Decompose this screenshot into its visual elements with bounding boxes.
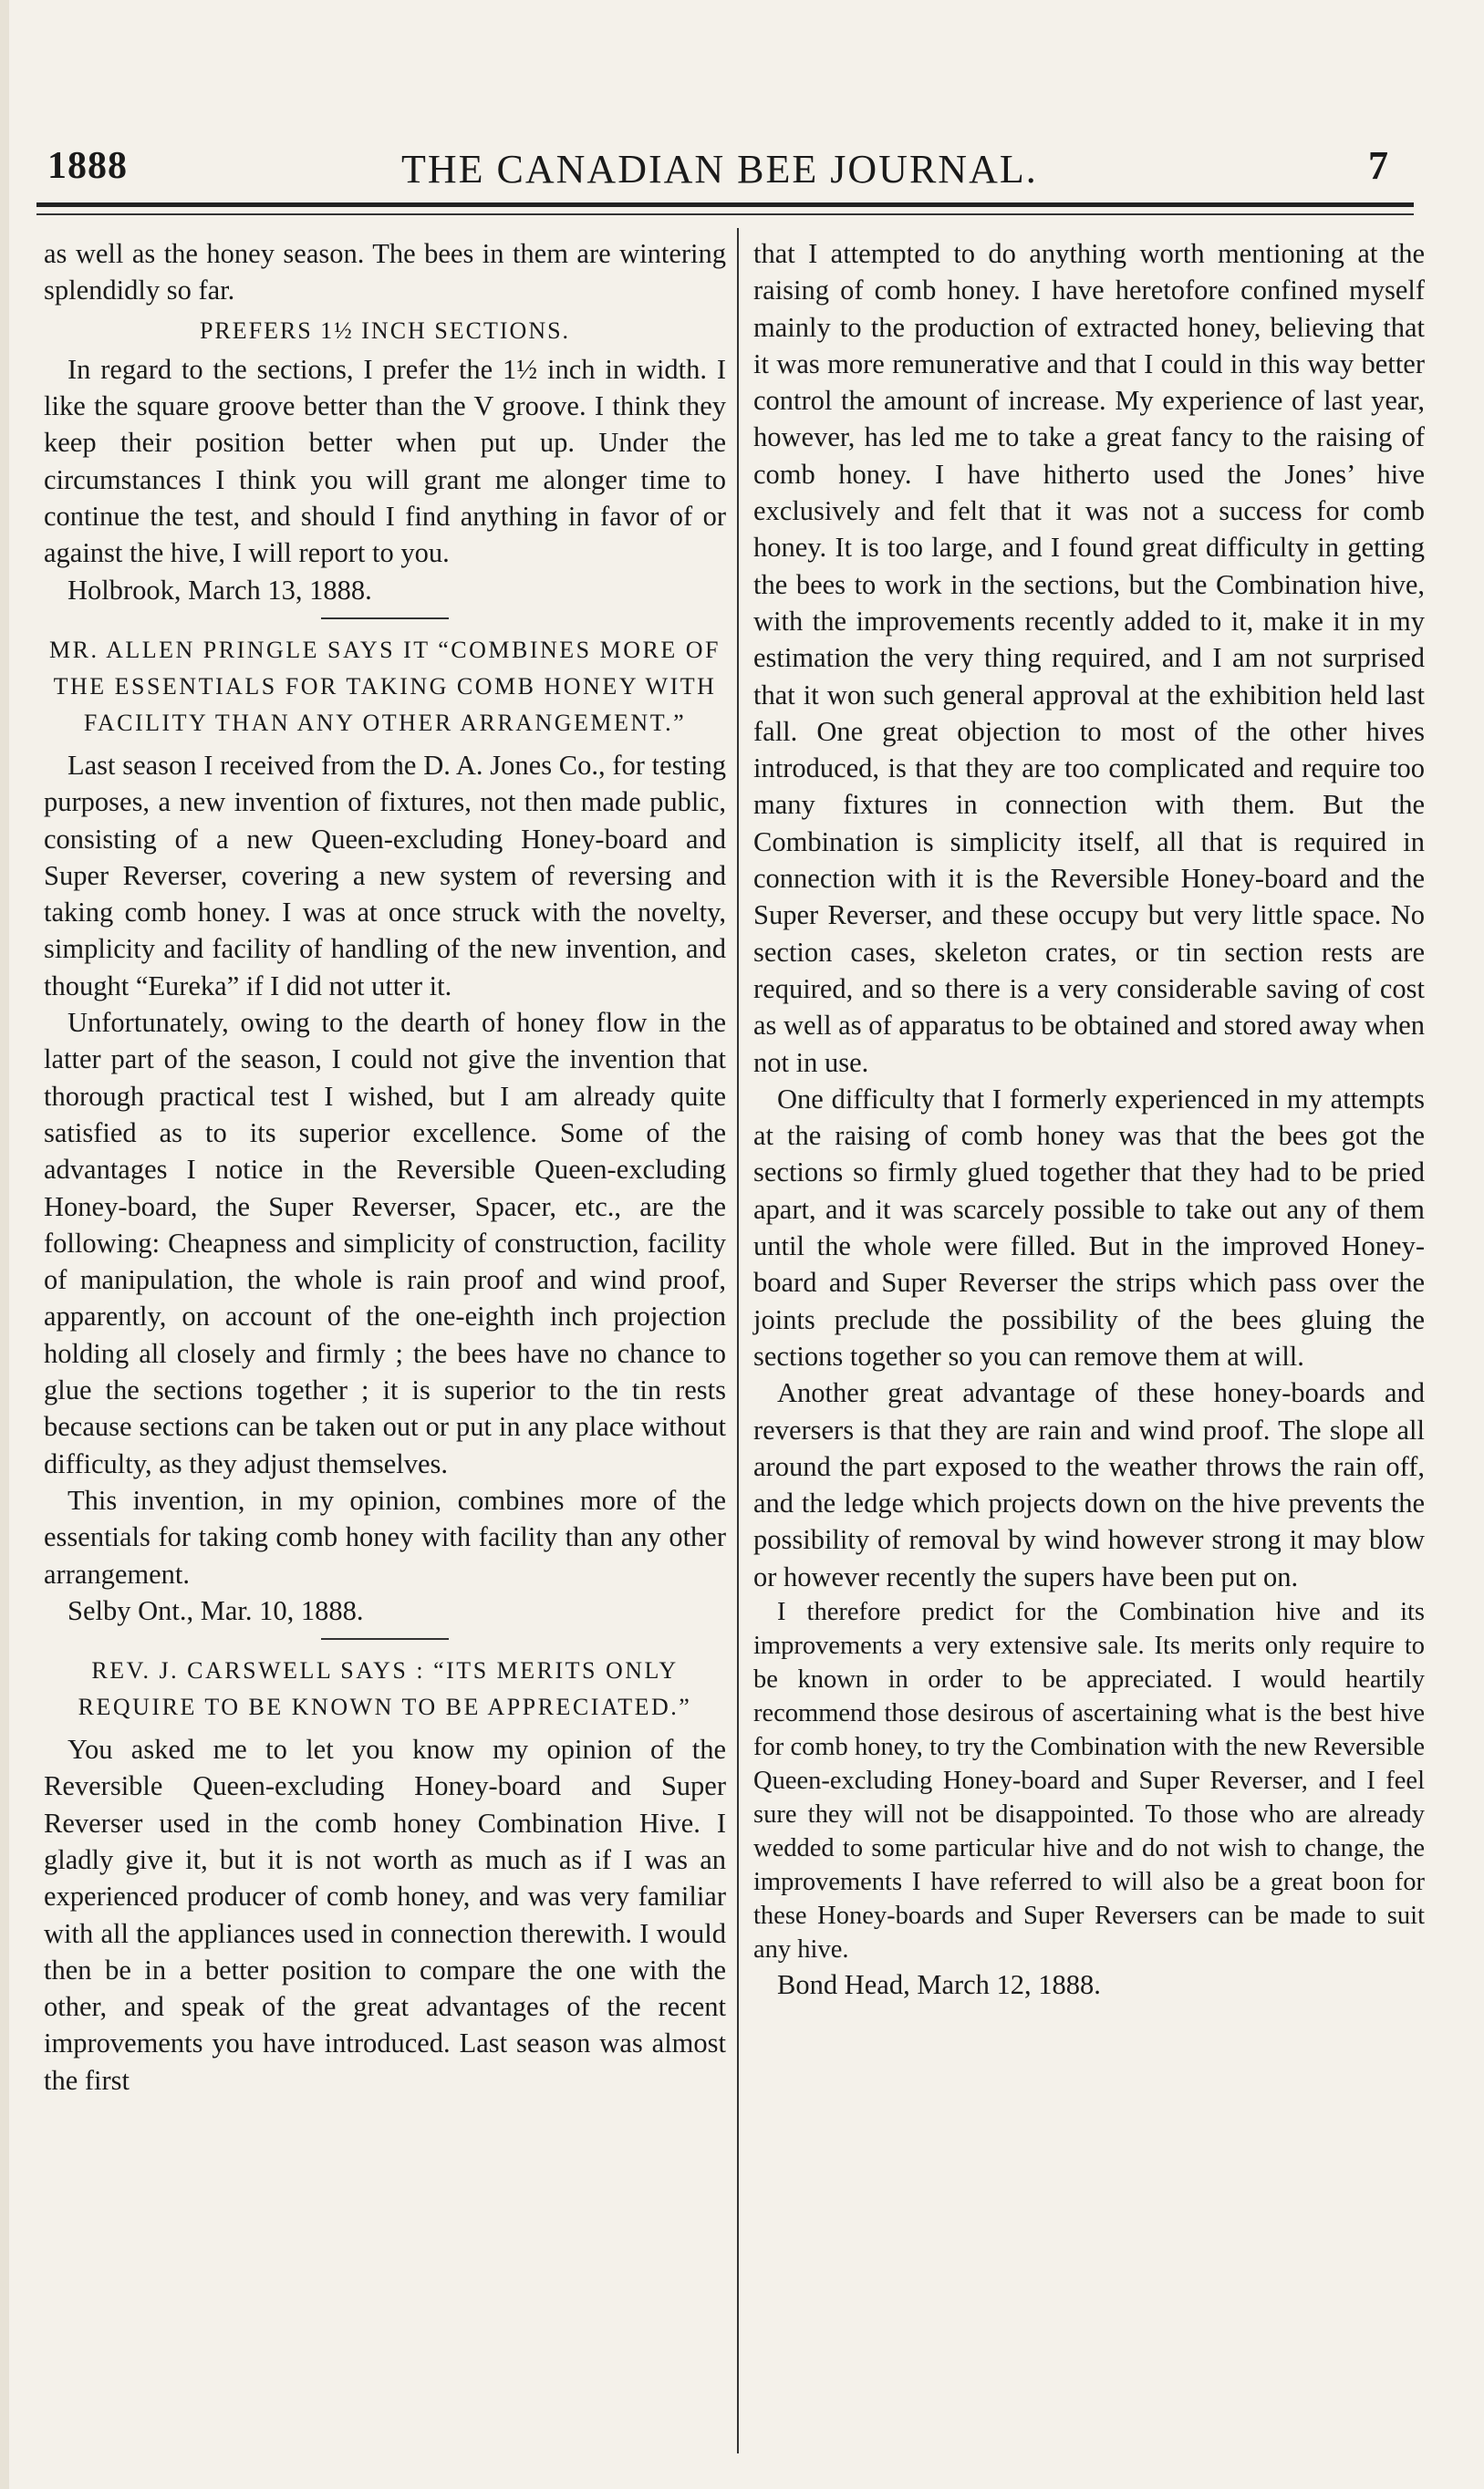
section-separator	[321, 617, 449, 619]
header-rule-thick	[36, 202, 1414, 207]
page-number: 7	[1368, 143, 1388, 188]
left-column	[44, 235, 726, 2099]
page-edge-shadow	[0, 0, 9, 2489]
paragraph: I therefore predict for the Combination hive and its improvements a very extensive sale. Its merits only require to be known in order to be appreciated. I would heartily recommend those desirous of ascertaining what is the best hive for comb honey, to try the Combination with the new Reversible Queen-excluding Honey-board and Super Reverser, and I feel sure they will not be disappointed. To those who are already wedded to some particular hive and do not wish to change, the improvements I have referred to will also be a great boon for these Honey-boards and Super Reversers can be made to suit any hive.	[753, 1597, 1425, 1964]
paragraph: Unfortunately, owing to the dearth of honey flow in the latter part of the season, I could not give the invention that thorough practical test I wished, but I am already quite satisfied as to its superior excellence. Some of the advantages I notice in the Reversible Queen-excluding Honey-board, the Super Reverser, Spacer, etc., are the following: Cheapness and simplicity of construction, facility of manipulation, the whole is rain proof and wind proof, apparently, on account of the one-eighth inch projection holding all closely and firmly ; the bees have no chance to glue the sections together ; it is superior to the tin rests because sections can be taken out or put in any place without difficulty, as they adjust themselves.	[44, 1007, 726, 1479]
header-rule-thin	[36, 213, 1414, 215]
right-column	[753, 235, 1425, 2010]
header-year: 1888	[47, 145, 128, 187]
section-separator	[321, 1638, 449, 1640]
column-divider	[737, 228, 739, 2453]
section-heading: MR. ALLEN PRINGLE SAYS IT “COMBINES MORE OF THE ESSENTIALS FOR TAKING COMB HONEY WITH FACILITY THAN ANY OTHER ARRANGEMENT.”	[49, 636, 721, 736]
paragraph: You asked me to let you know my opinion of the Reversible Queen-excluding Honey-board and Super Reverser used in the comb honey Combination Hive. I gladly give it, but it is not worth as much as if I was an experienced producer of comb honey, and was very familiar with all the appliances used in connection therewith. I would then be in a better position to compare the one with the other, and speak of the great advantages of the recent improvements you have introduced. Last season was almost the first	[44, 1734, 726, 2096]
paragraph: as well as the honey season. The bees in them are wintering splendidly so far.	[44, 238, 726, 306]
dateline: Holbrook, March 13, 1888.	[67, 574, 372, 606]
paragraph: that I attempted to do anything worth mentioning at the raising of comb honey. I have heretofore confined myself mainly to the production of extracted honey, believing that it was more remunerative and that I could in this way better control the amount of increase. My experience of last year, however, has led me to take a great fancy to the raising of comb honey. I have hitherto used the Jones’ hive exclusively and felt that it was not a success for comb honey. It is too large, and I found great difficulty in getting the bees to work in the sections, but the Combination hive, with the improvements recently added to it, make it in my estimation the very thing required, and I am not surprised that it won such general approval at the exhibition held last fall. One great objection to most of the other hives introduced, is that they are too complicated and require too many fixtures in connection with them. But the Combination is simplicity itself, all that is required in connection with it is the Reversible Honey-board and the Super Reverser, and these occupy but very little space. No section cases, skeleton crates, or tin section rests are required, and so there is a very considerable saving of cost as well as of apparatus to be obtained and stored away when not in use.	[753, 238, 1425, 1078]
paragraph: In regard to the sections, I prefer the 1½ inch in width. I like the square groove better than the V groove. I think they keep their position better when put up. Under the circumstances I think you will grant me alonger time to continue the test, and should I find anything in favor of or against the hive, I will report to you.	[44, 353, 726, 569]
paragraph: Another great advantage of these honey-boards and reversers is that they are rain and wind proof. The slope all around the part exposed to the weather throws the rain off, and the ledge which projects down on the hive prevents the possibility of removal by wind however strong it may blow or however recently the supers have been put on.	[753, 1377, 1425, 1592]
journal-title: THE CANADIAN BEE JOURNAL.	[401, 147, 1038, 192]
dateline: Bond Head, March 12, 1888.	[777, 1968, 1101, 2000]
page-header	[36, 137, 1405, 201]
paragraph: This invention, in my opinion, combines more of the essentials for taking comb honey with facility than any other arrangement.	[44, 1484, 726, 1590]
paragraph: One difficulty that I formerly experienced in my attempts at the raising of comb honey was that the bees got the sections so firmly glued together that they had to be pried apart, and it was scarcely possible to take out any of them until the whole were filled. But in the improved Honey-board and Super Reverser the strips which pass over the joints preclude the possibility of the bees gluing the sections together so you can remove them at will.	[753, 1083, 1425, 1372]
paragraph: Last season I received from the D. A. Jones Co., for testing purposes, a new invention of fixtures, not then made public, consisting of a new Queen-excluding Honey-board and Super Reverser, covering a new system of reversing and taking comb honey. I was at once struck with the novelty, simplicity and facility of handling of the new invention, and thought “Eureka” if I did not utter it.	[44, 749, 726, 1001]
dateline: Selby Ont., Mar. 10, 1888.	[67, 1594, 364, 1626]
section-heading: REV. J. CARSWELL SAYS : “ITS MERITS ONLY REQUIRE TO BE KNOWN TO BE APPRECIATED.”	[78, 1657, 692, 1721]
section-heading: PREFERS 1½ INCH SECTIONS.	[199, 316, 571, 344]
